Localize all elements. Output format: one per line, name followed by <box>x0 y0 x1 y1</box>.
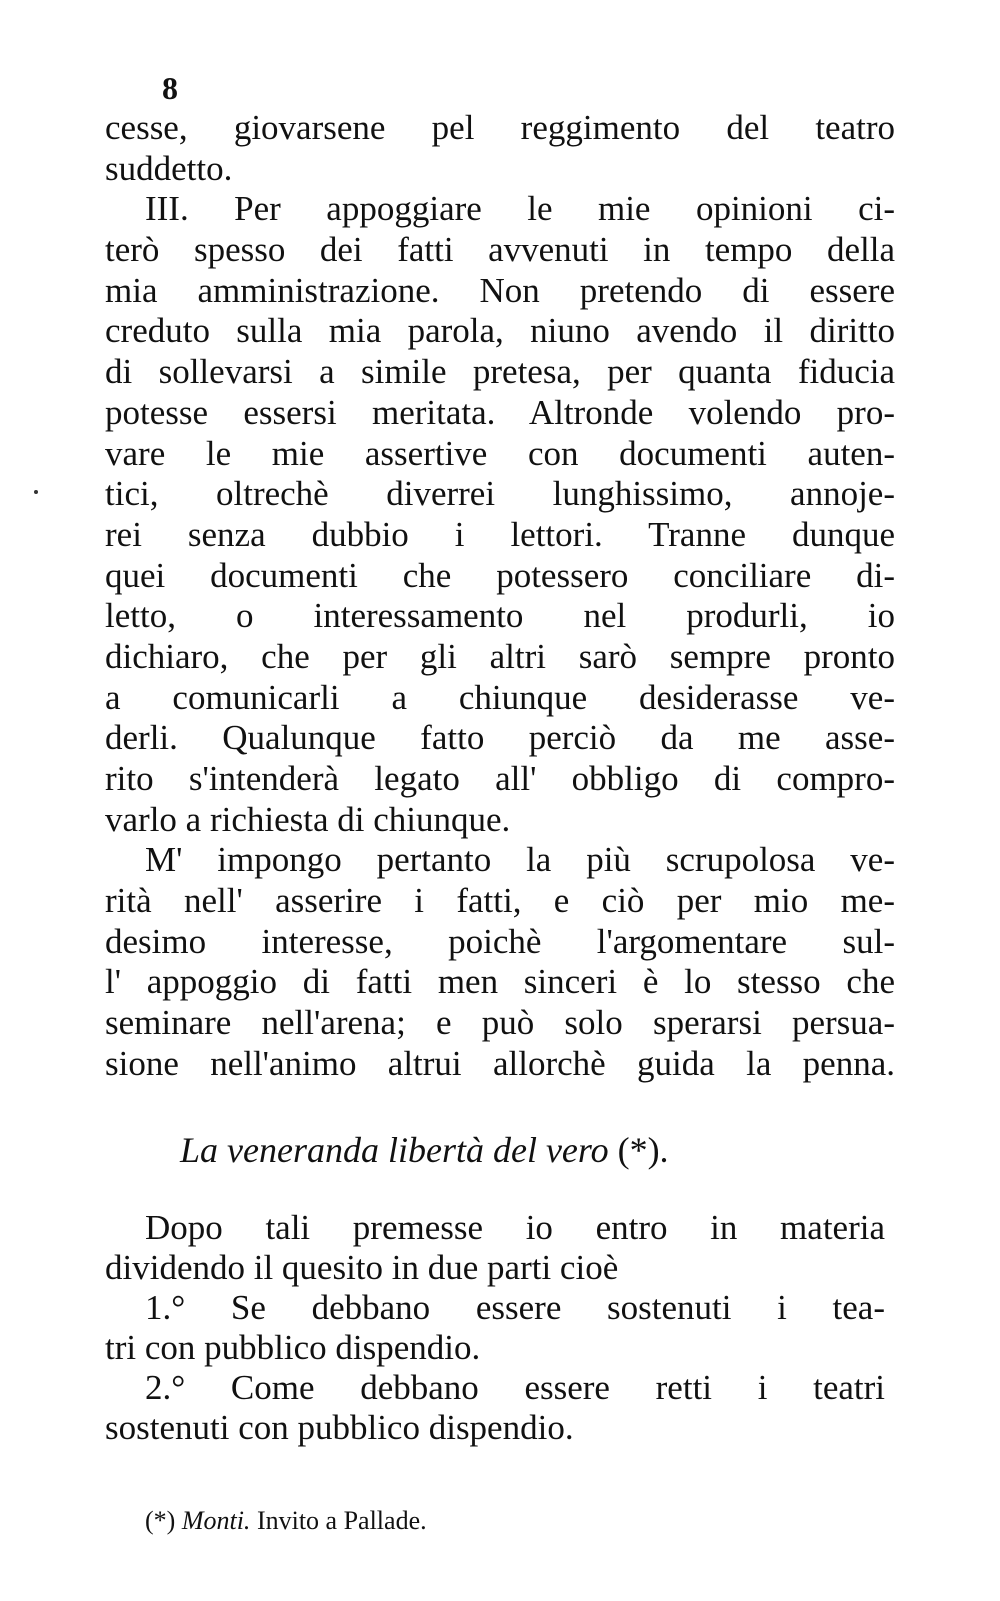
text-line: dividendo il quesito in due parti cioè <box>105 1248 619 1287</box>
heading-footnote-mark: (*). <box>617 1130 669 1170</box>
text-line: seminare nell'arena; e può solo sperarsi persua- <box>105 1003 895 1043</box>
ink-speck <box>34 490 38 494</box>
text-line: letto, o interessamento nel produrli, io <box>105 596 895 636</box>
text-line: a comunicarli a chiunque desiderasse ve- <box>105 677 895 717</box>
text-line: vare le mie assertive con documenti auten- <box>105 433 895 473</box>
footnote <box>145 1504 427 1538</box>
text-line: desimo interesse, poichè l'argomentare sul- <box>105 921 895 961</box>
footnote-title: Invito a Pallade. <box>250 1506 427 1535</box>
text-line: derli. Qualunque fatto perciò da me asse- <box>105 718 895 758</box>
text-line: rito s'intenderà legato all' obbligo di compro- <box>105 759 895 798</box>
heading-text: La veneranda libertà del vero <box>180 1130 618 1170</box>
text-line: sione nell'animo altrui allorchè guida la penna. <box>105 1043 895 1083</box>
text-line: tici, oltrechè diverrei lunghissimo, annoje- <box>105 474 895 514</box>
text-line: 2.° Come debbano essere retti i teatri <box>145 1368 885 1407</box>
section-heading <box>180 1128 669 1172</box>
text-line: di sollevarsi a simile pretesa, per quanta fiducia <box>105 352 895 392</box>
body-text <box>105 108 895 1085</box>
text-line: cesse, giovarsene pel reggimento del teatro <box>105 108 895 147</box>
text-line: mia amministrazione. Non pretendo di essere <box>105 270 895 310</box>
text-line: Dopo tali premesse io entro in materia <box>145 1208 885 1247</box>
text-line: rità nell' asserire i fatti, e ciò per mio me- <box>105 881 895 921</box>
text-line: 1.° Se debbano essere sostenuti i tea- <box>145 1288 885 1327</box>
footnote-mark: (*) <box>145 1506 182 1535</box>
text-line: M' impongo pertanto la più scrupolosa ve- <box>145 840 895 880</box>
text-line: l' appoggio di fatti men sinceri è lo stesso che <box>105 962 895 1002</box>
page-number: 8 <box>162 70 178 106</box>
text-line: quei documenti che potessero conciliare di- <box>105 555 895 595</box>
text-line: sostenuti con pubblico dispendio. <box>105 1408 574 1447</box>
text-line: tri con pubblico dispendio. <box>105 1328 481 1367</box>
text-line: dichiaro, che per gli altri sarò sempre pronto <box>105 636 895 676</box>
text-line: varlo a richiesta di chiunque. <box>105 799 511 839</box>
text-line: rei senza dubbio i lettori. Tranne dunque <box>105 514 895 554</box>
footnote-author: Monti. <box>181 1506 251 1535</box>
text-line: potesse essersi meritata. Altronde volendo pro- <box>105 392 895 432</box>
text-line: III. Per appoggiare le mie opinioni ci- <box>145 189 895 229</box>
body-text-continued <box>105 1208 885 1448</box>
text-line: terò spesso dei fatti avvenuti in tempo della <box>105 230 895 270</box>
text-line: creduto sulla mia parola, niuno avendo il diritto <box>105 311 895 351</box>
text-line: suddetto. <box>105 148 233 188</box>
